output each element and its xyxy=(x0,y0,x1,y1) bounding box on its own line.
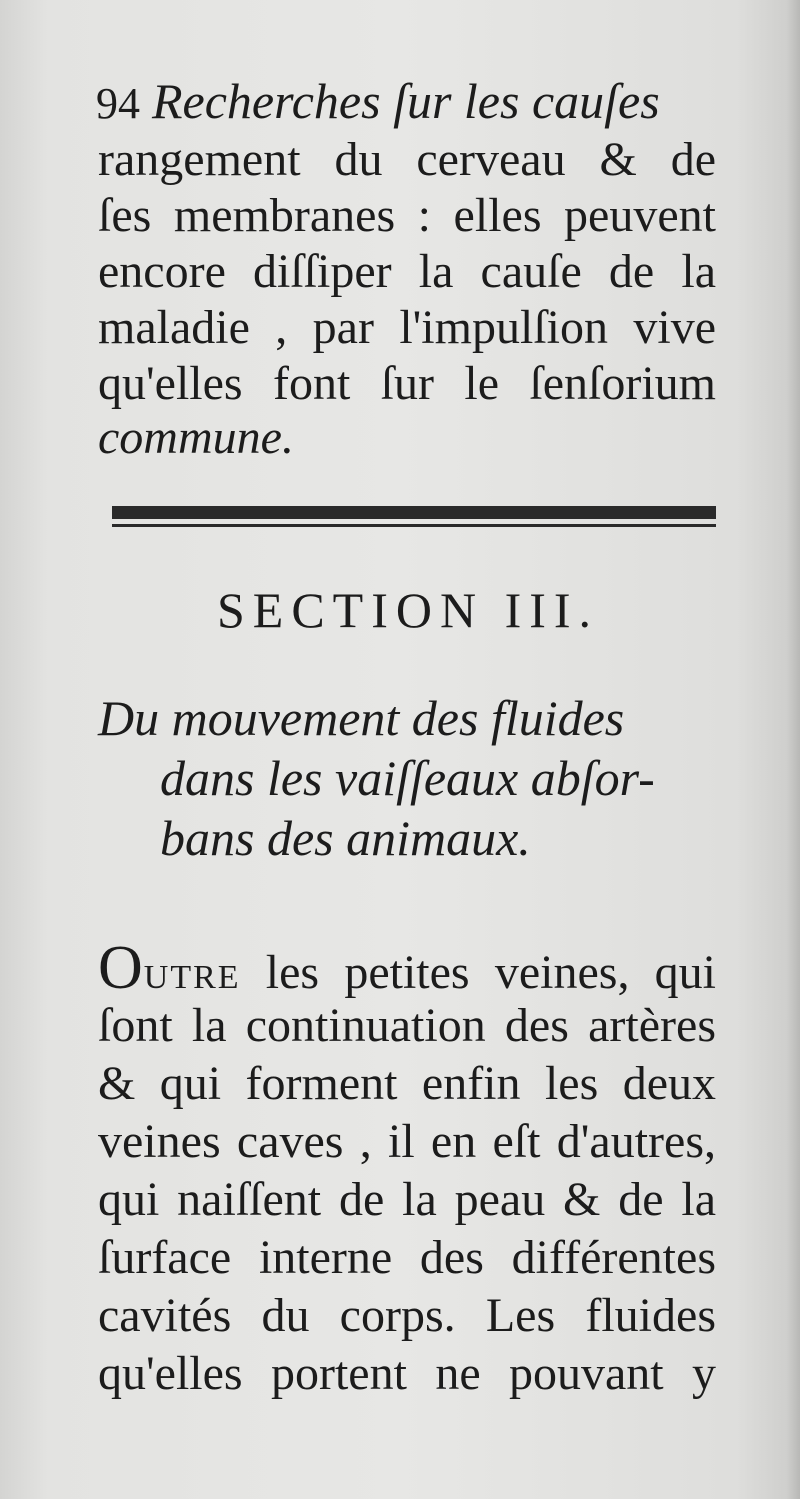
text-line: qu'elles portent ne pouvant y xyxy=(98,1347,716,1400)
page-edge-shadow xyxy=(786,0,800,1499)
running-head xyxy=(96,72,716,132)
first-line-rest: les petites veines, qui xyxy=(265,946,717,999)
text-line: qu'elles font ſur le ſenſorium xyxy=(98,357,716,410)
section-subtitle-line: bans des animaux. xyxy=(160,810,531,866)
running-head-title: Recherches ſur les cauſes xyxy=(152,73,660,129)
text-line: qui naiſſent de la peau & de la xyxy=(98,1173,716,1226)
text-line: ſont la continuation des artères xyxy=(98,999,716,1052)
section-subtitle-line: dans les vaiſſeaux abſor- xyxy=(160,750,655,806)
section-heading: SECTION III. xyxy=(216,582,600,638)
text-line: rangement du cerveau & de xyxy=(98,133,716,186)
drop-cap: O xyxy=(98,934,143,1002)
section-subtitle-line: Du mouvement des fluides xyxy=(98,690,625,746)
text-line: ſes membranes : elles peuvent xyxy=(98,189,716,242)
divider-thin-line xyxy=(112,524,716,527)
text-line: veines caves , il en eſt d'autres, xyxy=(98,1115,716,1168)
text-line: ſurface interne des différentes xyxy=(98,1231,716,1284)
text-line: & qui forment enfin les deux xyxy=(98,1057,716,1110)
text-line-last: commune. xyxy=(98,411,294,464)
text-line-first xyxy=(98,934,717,1002)
section-divider-rule xyxy=(112,502,716,532)
text-line: maladie , par l'impulſion vive xyxy=(98,301,716,354)
page-number: 94 xyxy=(96,79,140,128)
text-line: cavités du corps. Les fluides xyxy=(98,1289,716,1342)
text-line: encore diſſiper la cauſe de la xyxy=(98,245,716,298)
divider-thick-line xyxy=(112,506,716,519)
small-caps-word: UTRE xyxy=(143,959,241,996)
